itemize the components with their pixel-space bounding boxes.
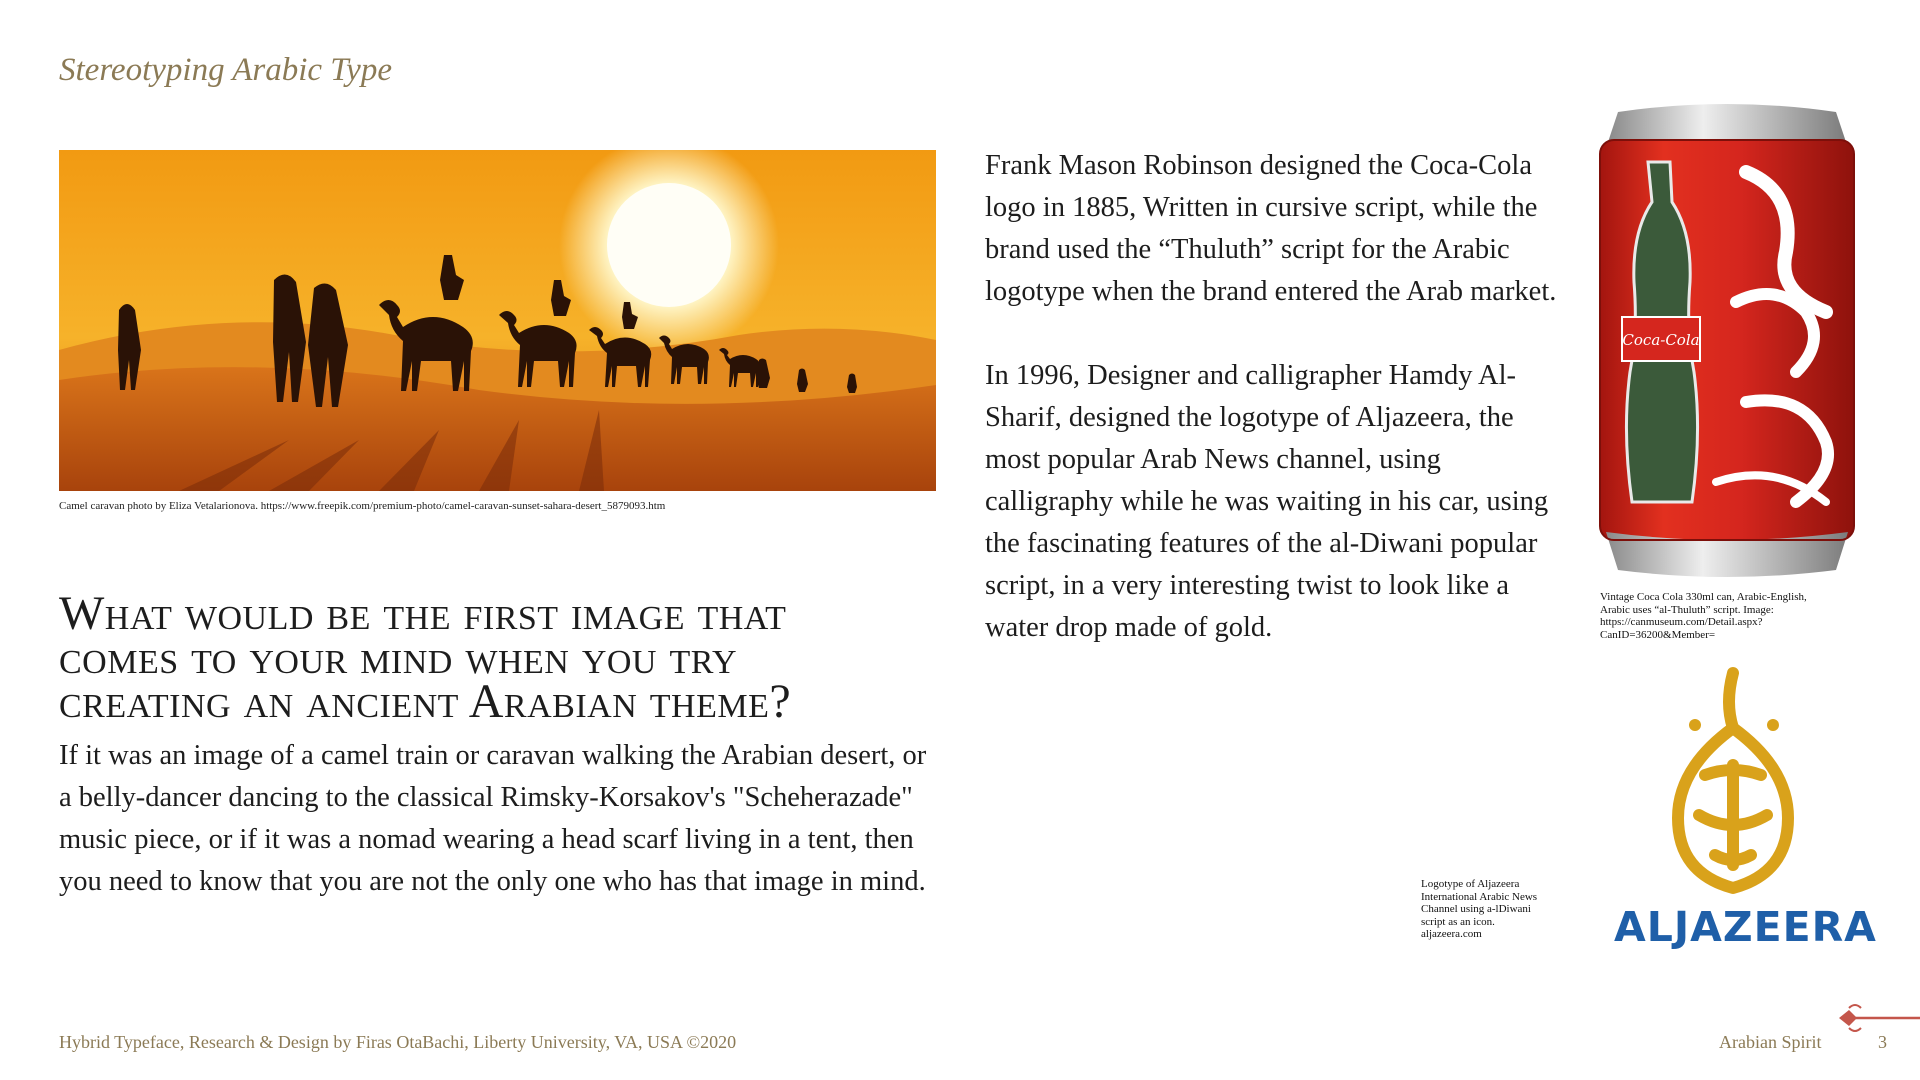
aljazeera-drop-icon — [1655, 665, 1810, 903]
camel-caravan-illustration — [59, 150, 936, 491]
history-text — [985, 145, 1565, 649]
section-title: Stereotyping Arabic Type — [59, 52, 392, 88]
aljazeera-logo-caption: Logotype of Aljazeera International Arabic News Channel using a-lDiwani script as an icon. aljazeera.com — [1421, 878, 1538, 940]
coca-cola-can-image — [1596, 102, 1858, 578]
question-heading: What would be the first image that comes to your mind when you try creating an ancient Arabian theme? — [59, 587, 792, 728]
hero-caption: Camel caravan photo by Eliza Vetalarionova. https://www.freepik.com/premium-photo/camel-caravan-sunset-sahara-desert_5879093.htm — [59, 500, 666, 512]
aljazeera-paragraph: In 1996, Designer and calligrapher Hamdy Al-Sharif, designed the logotype of Aljazeera, the most popular Arab News channel, using calligraphy while he was waiting in his car, using the fascinating features of the al-Diwani popular script, in a very interesting twist to look like a water drop made of gold. — [985, 360, 1549, 643]
coca-cola-logo: Coca-Cola — [1622, 331, 1700, 349]
intro-paragraph: If it was an image of a camel train or caravan walking the Arabian desert, or a belly-dancer dancing to the classical Rimsky-Korsakov's "Scheherazade" music piece, or if it was a nomad wearing a head scarf living in a tent, then you need to know that you are not the only one who has that image in mind. — [59, 740, 927, 897]
camel-caravan-image — [59, 150, 936, 491]
ornament-icon — [1835, 1000, 1920, 1036]
aljazeera-wordmark: ALJAZEERA — [1614, 903, 1877, 951]
can-caption: Vintage Coca Cola 330ml can, Arabic-English, Arabic uses “al-Thuluth” script. Image: https://canmuseum.com/Detail.aspx?CanID=36200&Member= — [1600, 591, 1807, 641]
coca-cola-can-icon — [1596, 102, 1858, 578]
aljazeera-logo — [1655, 665, 1810, 903]
footer-credit: Hybrid Typeface, Research & Design by Firas OtaBachi, Liberty University, VA, USA ©2020 — [59, 1032, 737, 1052]
page-number: 3 — [1878, 1032, 1887, 1052]
footer-section-name: Arabian Spirit — [1719, 1032, 1822, 1052]
coca-cola-paragraph: Frank Mason Robinson designed the Coca-Cola logo in 1885, Written in cursive script, while the brand used the “Thuluth” script for the Arabic logotype when the brand entered the Arab market. — [985, 150, 1557, 307]
